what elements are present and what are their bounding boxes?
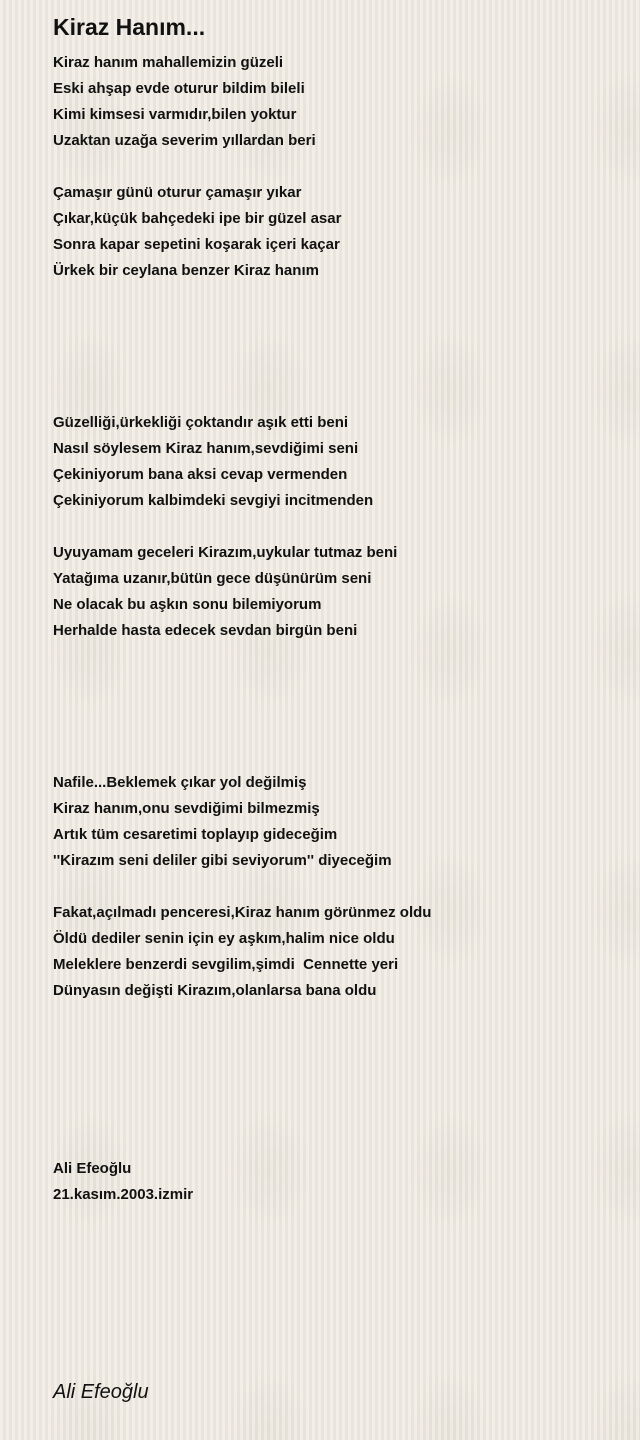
- poem-author-line: Ali Efeoğlu: [53, 1160, 132, 1177]
- poem-line: Ne olacak bu aşkın sonu bilemiyorum: [53, 596, 322, 613]
- poem-line: Kiraz hanım,onu sevdiğimi bilmezmiş: [53, 800, 320, 817]
- poem-date-line: 21.kasım.2003.izmir: [53, 1186, 194, 1203]
- poem-line: Nafile...Beklemek çıkar yol değilmiş: [53, 774, 307, 791]
- poem-line: Yatağıma uzanır,bütün gece düşünürüm seni: [53, 570, 372, 587]
- poem-line: Çekiniyorum bana aksi cevap vermenden: [53, 466, 348, 483]
- poem-line: Nasıl söylesem Kiraz hanım,sevdiğimi seni: [53, 440, 359, 457]
- poem-line: Çıkar,küçük bahçedeki ipe bir güzel asar: [53, 210, 342, 227]
- poem-line: Ürkek bir ceylana benzer Kiraz hanım: [53, 262, 319, 279]
- poem-line: Meleklere benzerdi sevgilim,şimdi Cennette yeri: [53, 956, 399, 973]
- poem-line: Kiraz hanım mahallemizin güzeli: [53, 54, 284, 71]
- poem-line: Güzelliği,ürkekliği çoktandır aşık etti beni: [53, 414, 349, 431]
- poem-line: Eski ahşap evde oturur bildim bileli: [53, 80, 305, 97]
- poem-line: Çamaşır günü oturur çamaşır yıkar: [53, 184, 302, 201]
- poem-line: Uyuyamam geceleri Kirazım,uykular tutmaz beni: [53, 544, 398, 561]
- poem-line: Uzaktan uzağa severim yıllardan beri: [53, 132, 316, 149]
- poem-line: Öldü dediler senin için ey aşkım,halim nice oldu: [53, 930, 395, 947]
- poem-line: Çekiniyorum kalbimdeki sevgiyi incitmenden: [53, 492, 374, 509]
- poem-line: Fakat,açılmadı penceresi,Kiraz hanım görünmez oldu: [53, 904, 432, 921]
- poem-title: Kiraz Hanım...: [53, 14, 206, 40]
- poem-line: Artık tüm cesaretimi toplayıp gideceğim: [53, 826, 338, 843]
- author-signature: Ali Efeoğlu: [53, 1381, 149, 1403]
- poem-line: ''Kirazım seni deliler gibi seviyorum'' diyeceğim: [53, 852, 392, 869]
- poem-line: Sonra kapar sepetini koşarak içeri kaçar: [53, 236, 340, 253]
- poem-line: Dünyasın değişti Kirazım,olanlarsa bana oldu: [53, 982, 377, 999]
- poem-line: Kimi kimsesi varmıdır,bilen yoktur: [53, 106, 297, 123]
- poem-line: Herhalde hasta edecek sevdan birgün beni: [53, 622, 358, 639]
